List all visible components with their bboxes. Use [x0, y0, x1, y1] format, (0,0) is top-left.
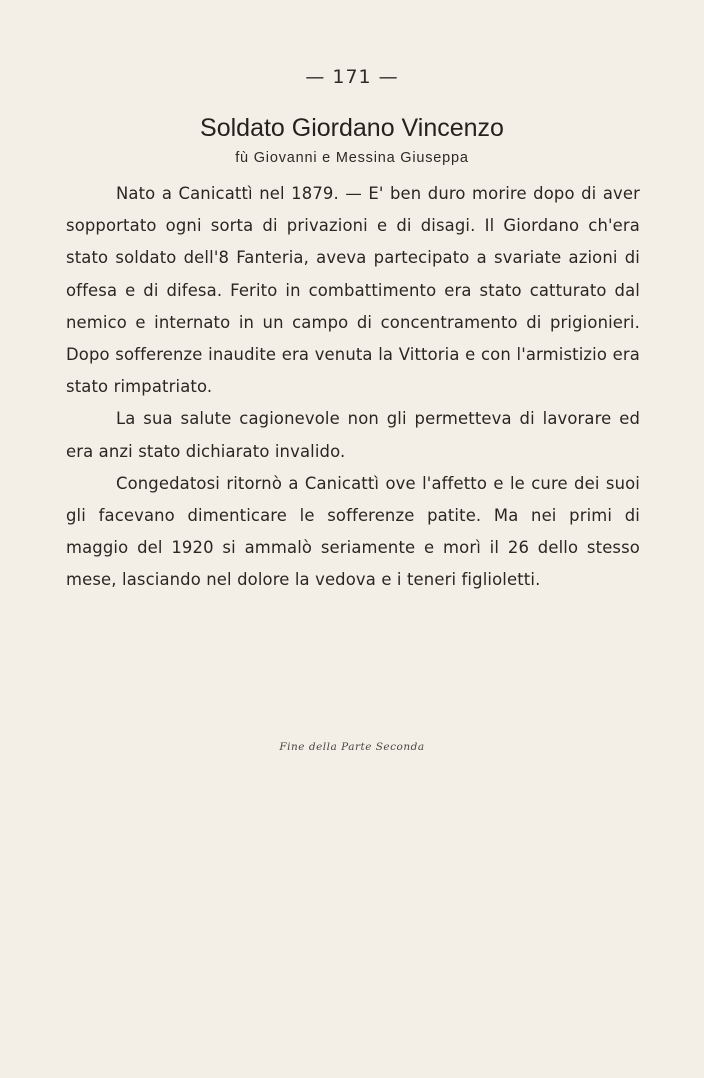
paragraph-2: La sua salute cagionevole non gli permetteva di lavorare ed era anzi stato dichiarato invalido. [66, 409, 640, 461]
page-title: Soldato Giordano Vincenzo [200, 114, 504, 142]
page-number: — 171 — [305, 66, 399, 88]
parents-subtitle: fù Giovanni e Messina Giuseppa [235, 150, 469, 166]
end-of-part-note: Fine della Parte Seconda [279, 741, 425, 753]
paragraph-1: Nato a Canicattì nel 1879. — E' ben duro morire dopo di aver sopportato ogni sorta di privazioni e di disagi. Il Giordano ch'era stato soldato dell'8 Fanteria, aveva partecipato a svariate azioni di offesa e di difesa. Ferito in combattimento era stato catturato dal nemico e internato in un campo di concentramento di prigionieri. Dopo sofferenze inaudite era venuta la Vittoria e con l'armistizio era stato rimpatriato. [66, 184, 640, 397]
paragraph-3: Congedatosi ritornò a Canicattì ove l'affetto e le cure dei suoi gli facevano dimenticare le sofferenze patite. Ma nei primi di maggio del 1920 si ammalò seriamente e morì il 26 dello stesso mese, lasciando nel dolore la vedova e i teneri figlioletti. [66, 473, 640, 590]
biography-text [66, 178, 640, 597]
